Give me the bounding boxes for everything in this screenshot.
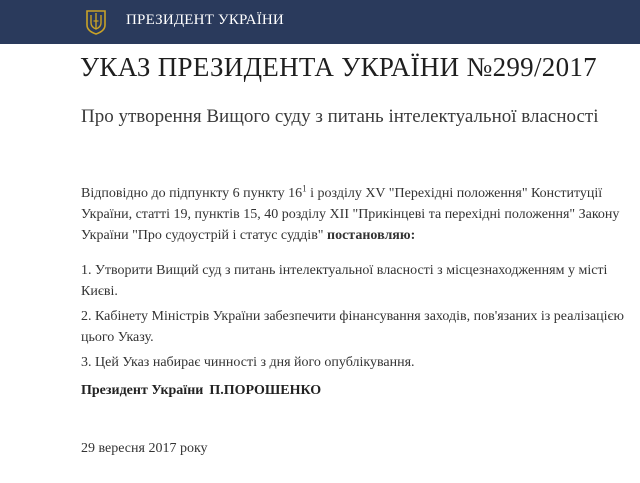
site-title[interactable]: ПРЕЗИДЕНТ УКРАЇНИ bbox=[126, 12, 284, 28]
page-title: УКАЗ ПРЕЗИДЕНТА УКРАЇНИ №299/2017 bbox=[80, 52, 597, 82]
signature-block bbox=[81, 383, 321, 399]
preamble-resolution: постановляю: bbox=[327, 228, 416, 243]
preamble-text-1: Відповідно до підпункту 6 пункту 16 bbox=[81, 186, 303, 201]
preamble-superscript: 1 bbox=[302, 183, 307, 194]
decree-preamble bbox=[81, 183, 626, 246]
decree-item-2: 2. Кабінету Міністрів України забезпечити фінансування заходів, пов'язаних із реалізацією цього Указу. bbox=[81, 309, 624, 345]
decree-date: 29 вересня 2017 року bbox=[81, 441, 208, 456]
signature-role: Президент України bbox=[81, 383, 204, 398]
page-subtitle: Про утворення Вищого суду з питань інтелектуальної власності bbox=[81, 106, 599, 127]
preamble-text-2: і розділу XV "Перехідні положення" Конституції України, статті 19, пунктів 15, 40 розділу XII "Прикінцеві та перехідні положення" Закону України "Про судоустрій і статус суддів" bbox=[81, 186, 620, 243]
signature-name: П.ПОРОШЕНКО bbox=[209, 383, 322, 398]
trident-emblem-icon[interactable] bbox=[82, 8, 110, 36]
site-header bbox=[0, 0, 640, 44]
decree-item-1: 1. Утворити Вищий суд з питань інтелектуальної власності з місцезнаходженням у місті Києві. bbox=[81, 263, 608, 299]
decree-item-3: 3. Цей Указ набирає чинності з дня його опублікування. bbox=[81, 355, 415, 370]
